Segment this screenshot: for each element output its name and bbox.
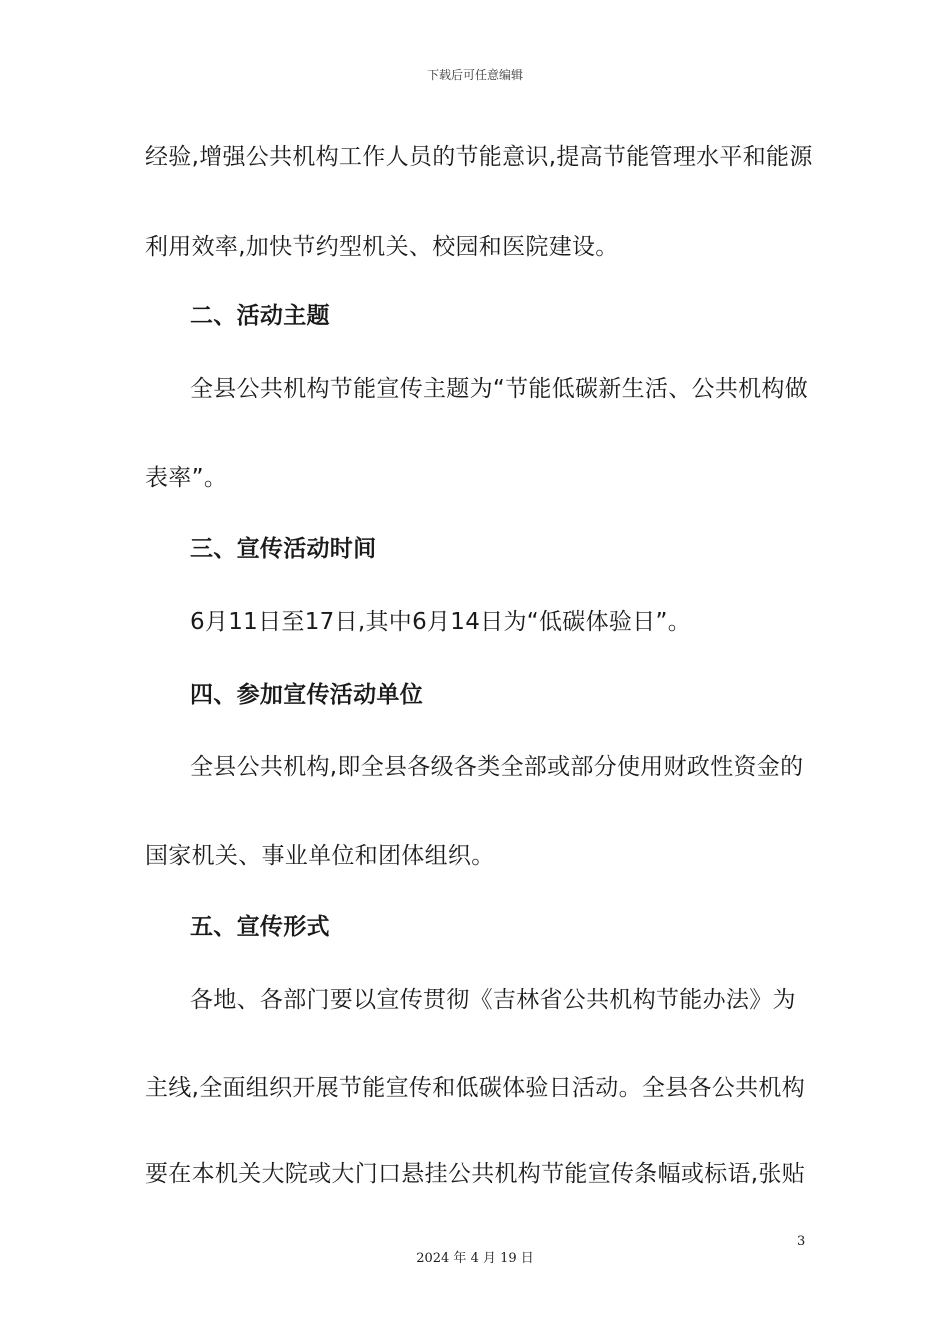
- paragraph-line: 国家机关、事业单位和团体组织。: [145, 843, 495, 869]
- section-heading-units: 四、参加宣传活动单位: [190, 682, 423, 708]
- paragraph-line: 要在本机关大院或大门口悬挂公共机构节能宣传条幅或标语,张贴: [145, 1161, 806, 1187]
- paragraph-line: 主线,全面组织开展节能宣传和低碳体验日活动。全县各公共机构: [145, 1075, 806, 1101]
- paragraph-line: 全县公共机构,即全县各级各类全部或部分使用财政性资金的: [190, 754, 804, 780]
- paragraph-line: 6月11日至17日,其中6月14日为“低碳体验日”。: [190, 609, 692, 635]
- paragraph-line: 经验,增强公共机构工作人员的节能意识,提高节能管理水平和能源: [145, 144, 813, 170]
- section-heading-time: 三、宣传活动时间: [190, 536, 377, 562]
- paragraph-line: 利用效率,加快节约型机关、校园和医院建设。: [145, 234, 619, 260]
- paragraph-line: 表率”。: [145, 465, 228, 491]
- footer-date: 2024 年 4 月 19 日: [416, 1251, 534, 1266]
- section-heading-theme: 二、活动主题: [190, 303, 330, 329]
- paragraph-line: 各地、各部门要以宣传贯彻《吉林省公共机构节能办法》为: [190, 987, 796, 1013]
- page-number: 3: [797, 1234, 806, 1249]
- section-heading-form: 五、宣传形式: [190, 914, 330, 940]
- paragraph-line: 全县公共机构节能宣传主题为“节能低碳新生活、公共机构做: [190, 376, 809, 402]
- header-note: 下载后可任意编辑: [426, 68, 523, 82]
